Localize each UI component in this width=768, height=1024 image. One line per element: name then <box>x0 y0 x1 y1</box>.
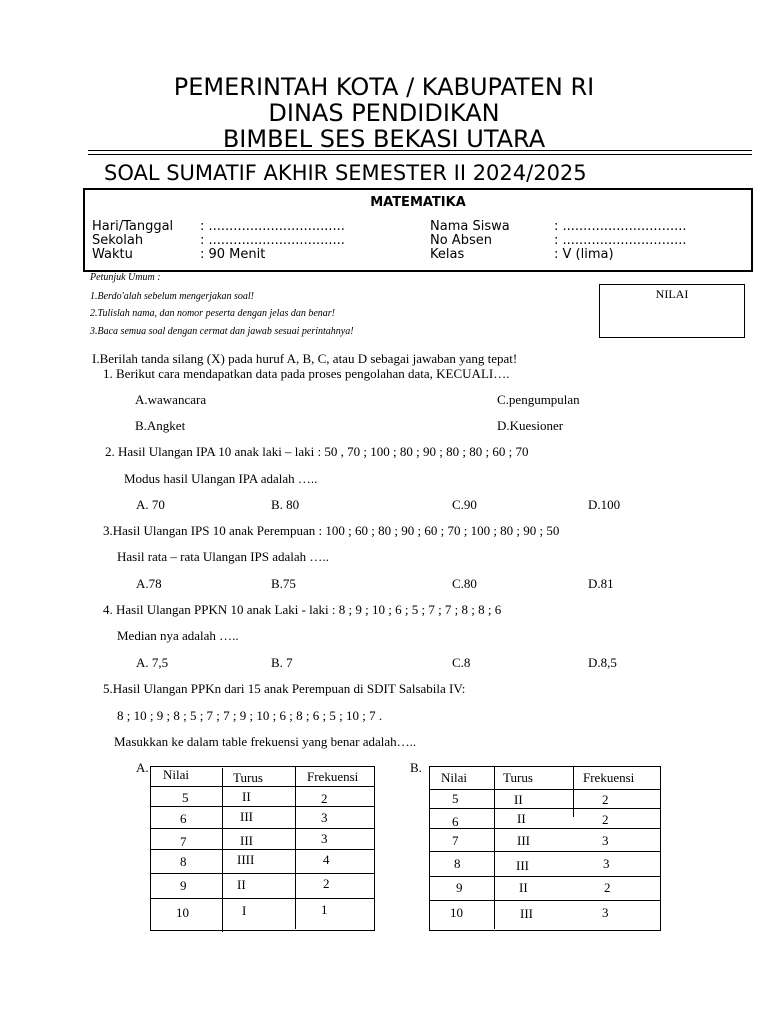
table-a-cell: II <box>242 789 251 804</box>
value-nama-siswa: : .............................. <box>554 219 687 234</box>
q2-option-d: D.100 <box>588 497 621 512</box>
table-a-cell: 3 <box>321 810 328 825</box>
nilai-label: NILAI <box>655 287 689 301</box>
table-a-cell: 1 <box>321 902 328 917</box>
table-a-cell: 10 <box>176 905 189 920</box>
table-a-label: A. <box>136 760 149 775</box>
petunjuk-item: 3.Baca semua soal dengan cermat dan jawab sesuai perintahnya! <box>90 326 354 337</box>
table-a-divider <box>150 898 374 899</box>
instruction-text: I.Berilah tanda silang (X) pada huruf A, B, C, atau D sebagai jawaban yang tepat! <box>92 351 518 366</box>
question-2-sub: Modus hasil Ulangan IPA adalah ….. <box>124 471 318 486</box>
table-a-cell: 9 <box>180 878 187 893</box>
header-line-3: BIMBEL SES BEKASI UTARA <box>222 125 546 153</box>
table-b-divider <box>429 851 660 852</box>
q3-option-d: D.81 <box>588 576 614 591</box>
table-a-divider <box>150 873 374 874</box>
question-2-text: 2. Hasil Ulangan IPA 10 anak laki – laki : 50 , 70 ; 100 ; 80 ; 90 ; 80 ; 80 ; 60 ; 70 <box>105 444 529 459</box>
table-a-header: Turus <box>233 770 263 785</box>
table-b-cell: 2 <box>604 880 611 895</box>
table-a-cell: 6 <box>180 811 187 826</box>
table-b <box>429 766 661 931</box>
table-b-cell: 3 <box>603 856 610 871</box>
q2-option-c: C.90 <box>452 497 477 512</box>
table-b-cell: 3 <box>602 905 609 920</box>
table-b-header: Frekuensi <box>583 770 635 785</box>
q1-option-d: D.Kuesioner <box>497 418 564 433</box>
petunjuk-title: Petunjuk Umum : <box>90 272 161 283</box>
table-a-cell: II <box>237 877 246 892</box>
q1-option-b: B.Angket <box>135 418 186 433</box>
table-b-header: Turus <box>503 770 533 785</box>
label-no-absen: No Absen <box>430 233 492 248</box>
table-b-label: B. <box>410 760 422 775</box>
table-a-cell: 8 <box>180 854 187 869</box>
table-a-cell: 3 <box>321 831 328 846</box>
table-b-cell: 6 <box>452 814 459 829</box>
table-b-divider <box>429 808 660 809</box>
q4-option-a: A. 7,5 <box>136 655 169 670</box>
table-b-cell: II <box>519 880 528 895</box>
table-b-divider <box>429 789 660 790</box>
table-b-cell: III <box>520 906 533 921</box>
petunjuk-item: 1.Berdo'alah sebelum mengerjakan soal! <box>90 291 254 302</box>
question-3-sub: Hasil rata – rata Ulangan IPS adalah ….. <box>117 549 329 564</box>
q3-option-b: B.75 <box>271 576 296 591</box>
table-b-divider <box>429 900 660 901</box>
table-b-cell: 5 <box>452 791 459 806</box>
petunjuk-item: 2.Tulislah nama, dan nomor peserta dengan jelas dan benar! <box>90 308 335 319</box>
table-a-cell: III <box>240 833 253 848</box>
table-a-header: Nilai <box>163 767 189 782</box>
table-b-cell: III <box>517 833 530 848</box>
exam-title: SOAL SUMATIF AKHIR SEMESTER II 2024/2025 <box>104 161 587 185</box>
table-b-divider <box>494 767 495 929</box>
value-no-absen: : .............................. <box>554 233 687 248</box>
table-a-divider <box>150 786 374 787</box>
table-b-cell: 7 <box>452 833 459 848</box>
table-b-cell: 3 <box>602 833 609 848</box>
header-divider-1 <box>88 150 752 151</box>
label-hari-tanggal: Hari/Tanggal <box>92 219 174 234</box>
label-waktu: Waktu <box>92 247 133 262</box>
table-b-cell: 2 <box>602 792 609 807</box>
q4-option-d: D.8,5 <box>588 655 617 670</box>
table-a-cell: 2 <box>321 791 328 806</box>
table-b-divider <box>573 767 574 817</box>
table-b-header: Nilai <box>441 770 467 785</box>
table-b-cell: II <box>517 811 526 826</box>
table-a-cell: 2 <box>323 876 330 891</box>
q1-option-c: C.pengumpulan <box>497 392 580 407</box>
table-a-divider <box>150 828 374 829</box>
label-kelas: Kelas <box>430 247 465 262</box>
table-b-cell: 9 <box>456 880 463 895</box>
subject-title: MATEMATIKA <box>370 195 466 210</box>
q2-option-b: B. 80 <box>271 497 300 512</box>
q1-option-a: A.wawancara <box>135 392 207 407</box>
table-b-cell: 10 <box>450 905 463 920</box>
question-5-text: 5.Hasil Ulangan PPKn dari 15 anak Perempuan di SDIT Salsabila IV: <box>103 681 466 696</box>
value-kelas: : V (lima) <box>554 247 614 262</box>
table-a-cell: III <box>240 809 253 824</box>
q3-option-a: A.78 <box>136 576 162 591</box>
table-b-cell: III <box>516 858 529 873</box>
question-1-text: 1. Berikut cara mendapatkan data pada proses pengolahan data, KECUALI…. <box>103 366 510 381</box>
q2-option-a: A. 70 <box>136 497 165 512</box>
question-3-text: 3.Hasil Ulangan IPS 10 anak Perempuan : 100 ; 60 ; 80 ; 90 ; 60 ; 70 ; 100 ; 80 ; 90 ; 50 <box>103 523 560 538</box>
value-waktu: : 90 Menit <box>200 247 266 262</box>
table-a-cell: 7 <box>180 834 187 849</box>
label-nama-siswa: Nama Siswa <box>430 219 510 234</box>
question-4-sub: Median nya adalah ….. <box>117 628 239 643</box>
q3-option-c: C.80 <box>452 576 477 591</box>
header-line-2: DINAS PENDIDIKAN <box>268 99 500 127</box>
value-hari-tanggal: : ................................. <box>200 219 345 234</box>
table-a-cell: IIII <box>237 852 255 867</box>
question-5-data: 8 ; 10 ; 9 ; 8 ; 5 ; 7 ; 7 ; 9 ; 10 ; 6 ; 8 ; 6 ; 5 ; 10 ; 7 . <box>117 708 383 723</box>
table-a-cell: I <box>242 903 247 918</box>
table-b-cell: 8 <box>454 856 461 871</box>
q4-option-b: B. 7 <box>271 655 293 670</box>
table-a-header: Frekuensi <box>307 769 359 784</box>
header-line-1: PEMERINTAH KOTA / KABUPATEN RI <box>173 73 595 101</box>
table-a-cell: 5 <box>182 790 189 805</box>
table-b-divider <box>429 828 660 829</box>
table-a-divider <box>222 768 223 932</box>
table-b-cell: 2 <box>602 812 609 827</box>
label-sekolah: Sekolah <box>92 233 144 248</box>
question-5-sub: Masukkan ke dalam table frekuensi yang benar adalah….. <box>114 734 417 749</box>
table-a-divider <box>295 767 296 929</box>
q4-option-c: C.8 <box>452 655 471 670</box>
table-a-cell: 4 <box>323 852 330 867</box>
table-b-divider <box>429 876 660 877</box>
table-a-divider <box>150 806 374 807</box>
question-4-text: 4. Hasil Ulangan PPKN 10 anak Laki - laki : 8 ; 9 ; 10 ; 6 ; 5 ; 7 ; 7 ; 8 ; 8 ; 6 <box>103 602 502 617</box>
header-divider-2 <box>88 154 752 155</box>
table-b-cell: II <box>514 792 523 807</box>
value-sekolah: : ................................. <box>200 233 345 248</box>
